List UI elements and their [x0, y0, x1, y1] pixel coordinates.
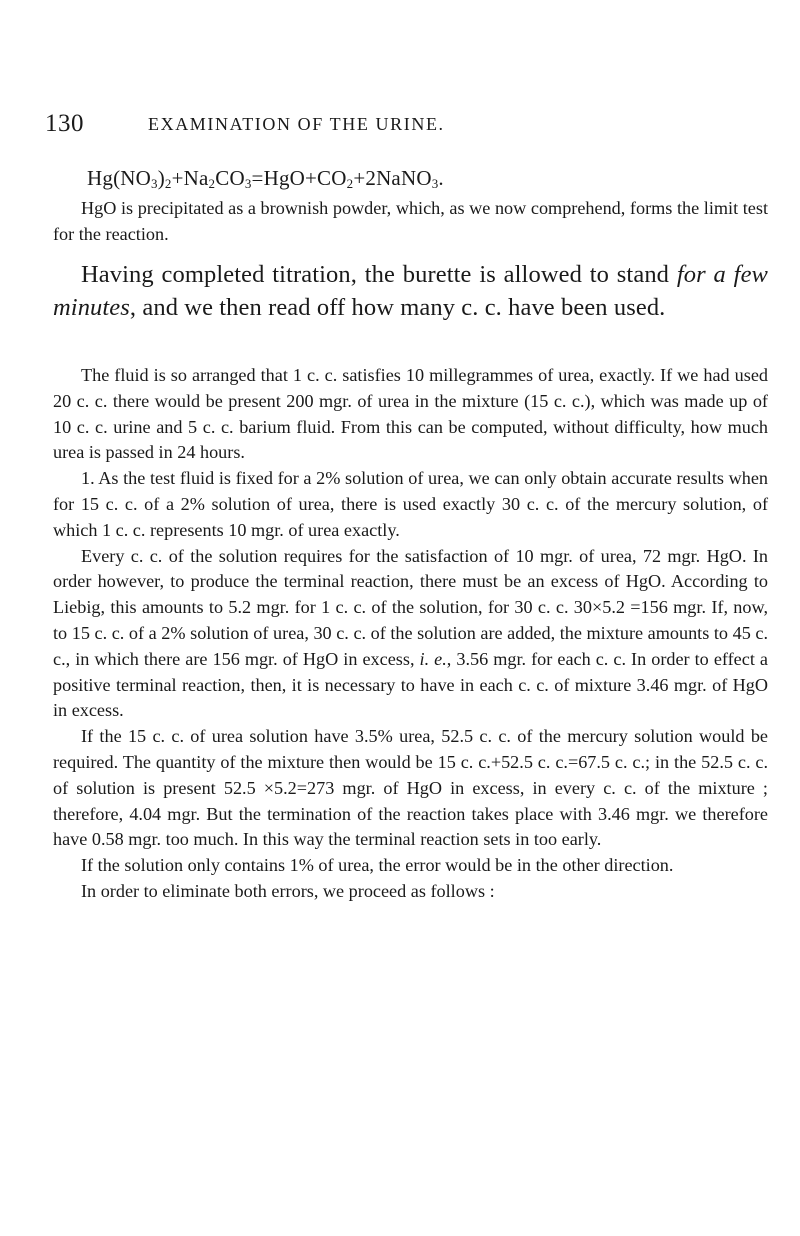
text-run: Having completed titration, the burette is allowed to stand — [81, 261, 677, 288]
equation-part: . — [438, 166, 444, 190]
paragraph-if-only: If the solution only contains 1% of urea, the error would be in the other direction. — [81, 855, 674, 876]
paragraph-eliminate-errors: In order to eliminate both errors, we proceed as follows : — [81, 880, 495, 901]
text-run: , 3.56 mgr. for each c. c. In order to effect a positive terminal reaction, then, it is necessary to have in each c. c. of mixture 3.46 mgr. of HgO in excess. — [53, 648, 768, 721]
paragraph-text — [53, 259, 768, 324]
equation-part: +Na — [171, 166, 209, 190]
paragraph-every-cc — [53, 544, 768, 725]
equation-part: CO — [215, 166, 245, 190]
paragraph-having-completed — [53, 259, 768, 324]
equation-subscript: 3 — [244, 176, 252, 191]
paragraph-numbered-one: 1. As the test fluid is fixed for a 2% solution of urea, we can only obtain accurate results when for 15 c. c. of a 2% solution of urea, there is used exactly 30 c. c. of the mercury solution, of which 1 c. c. represents 10 mgr. of urea exactly. — [53, 468, 768, 540]
body-text — [53, 363, 768, 905]
text-run: Every c. c. of the solution requires for the satisfaction of 10 mgr. of urea, 72 mgr. HgO. In order however, to produce the terminal reaction, there must be an excess of HgO. According to Liebig, this amounts to 5.2 mgr. for 1 c. c. of the solution, for 30 c. c. 30×5.2 =156 mgr. If, now, to 15 c. c. of a 2% solution of urea, 30 c. c. of the solution are added, the mixture amounts to 45 c. c., in which there are 156 mgr. of HgO in excess, — [53, 545, 768, 669]
running-head — [45, 110, 765, 140]
italic-run: i. e. — [419, 648, 447, 669]
equation-part: =HgO+CO — [251, 166, 347, 190]
equation-subscript: 2 — [208, 176, 216, 191]
equation-part: ) — [157, 166, 165, 190]
text-run: , and we then read off how many c. c. have been used. — [129, 293, 666, 321]
equation-part: Hg(NO — [87, 166, 151, 190]
page-number: 130 — [45, 110, 84, 137]
paragraph-hgo-precipitate — [53, 196, 768, 248]
equation-part: +2NaNO — [353, 166, 432, 190]
running-title: EXAMINATION OF THE URINE. — [148, 114, 445, 134]
paragraph-text: HgO is precipitated as a brownish powder, which, as we now comprehend, forms the limit test for the reaction. — [53, 198, 768, 244]
paragraph-if-15cc: If the 15 c. c. of urea solution have 3.5% urea, 52.5 c. c. of the mercury solution would be required. The quantity of the mixture then would be 15 c. c.+52.5 c. c.=67.5 c. c.; in the 52.5 c. c. of solution is present 52.5 ×5.2=273 mgr. of HgO in excess, in every c. c. of the mixture ; therefore, 4.04 mgr. But the termination of the reaction takes place with 3.46 mgr. we therefore have 0.58 mgr. too much. In this way the terminal reaction sets in too early. — [53, 726, 768, 850]
chemical-equation — [87, 166, 444, 191]
italic-run: for a few minutes — [53, 261, 769, 321]
paragraph-fluid-arranged: The fluid is so arranged that 1 c. c. satisfies 10 millegrammes of urea, exactly. If we had used 20 c. c. there would be present 200 mgr. of urea in the mixture (15 c. c.), which was made up of 10 c. c. urine and 5 c. c. barium fluid. From this can be computed, without difficulty, how much urea is passed in 24 hours. — [53, 365, 768, 463]
equation-subscript: 3 — [151, 176, 158, 191]
equation-subscript: 3 — [431, 176, 439, 191]
equation-subscript: 2 — [346, 176, 354, 191]
equation-subscript: 2 — [164, 176, 172, 191]
